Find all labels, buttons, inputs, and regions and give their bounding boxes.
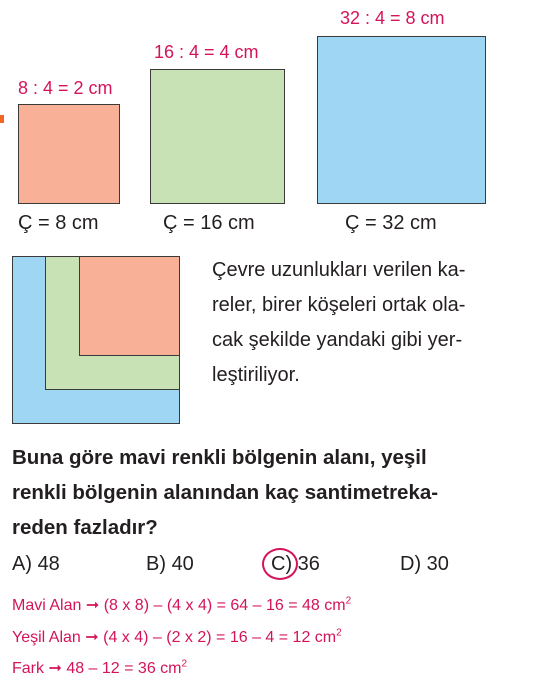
description-line: reler, birer köşeleri ortak ola- xyxy=(212,294,466,316)
unit-exponent: 2 xyxy=(336,627,342,639)
nested-orange-square xyxy=(79,256,180,356)
choice-value: 48 xyxy=(37,553,60,575)
unit-exponent: 2 xyxy=(181,658,188,670)
solution-expression: 48 – 12 = 36 cm xyxy=(66,660,182,677)
choice-c[interactable] xyxy=(271,553,320,576)
choice-a[interactable] xyxy=(12,553,60,576)
square-medium-side-label: 16 : 4 = 4 cm xyxy=(154,42,259,62)
square-medium-perimeter: Ç = 16 cm xyxy=(163,212,255,234)
arrow-icon: ➞ xyxy=(48,660,62,677)
solution-expression: (8 x 8) – (4 x 4) = 64 – 16 = 48 cm xyxy=(103,597,346,614)
solution-line-green xyxy=(12,627,342,647)
question-text xyxy=(12,440,524,545)
unit-exponent: 2 xyxy=(345,595,352,607)
square-small-perimeter: Ç = 8 cm xyxy=(18,212,99,234)
solution-line-blue xyxy=(12,595,351,615)
arrow-icon: ➞ xyxy=(85,597,100,614)
choice-letter: D) xyxy=(400,553,422,575)
choice-value: 40 xyxy=(171,553,194,575)
description-line: Çevre uzunlukları verilen ka- xyxy=(212,259,466,281)
square-large xyxy=(317,36,486,204)
question-line: reden fazladır? xyxy=(12,516,158,539)
description-line: leştiriliyor. xyxy=(212,364,300,386)
square-small-side-label: 8 : 4 = 2 cm xyxy=(18,78,113,98)
square-medium xyxy=(150,69,285,204)
choice-letter: A) xyxy=(12,553,32,575)
solution-line-difference xyxy=(12,658,187,678)
square-large-side-label: 32 : 4 = 8 cm xyxy=(340,8,445,28)
choice-letter: B) xyxy=(146,553,166,575)
choice-value: 36 xyxy=(297,553,320,575)
question-line: Buna göre mavi renkli bölgenin alanı, yeşil xyxy=(12,446,427,469)
choice-letter: C) xyxy=(271,553,293,575)
question-line: renkli bölgenin alanından kaç santimetreka- xyxy=(12,481,439,504)
square-small xyxy=(18,104,120,204)
edge-mark xyxy=(0,115,4,123)
description-line: cak şekilde yandaki gibi yer- xyxy=(212,329,463,351)
solution-expression: (4 x 4) – (2 x 2) = 16 – 4 = 12 cm xyxy=(103,629,337,646)
square-large-perimeter: Ç = 32 cm xyxy=(345,212,437,234)
description-paragraph xyxy=(212,253,524,393)
choice-d[interactable] xyxy=(400,553,449,576)
choice-b[interactable] xyxy=(146,553,194,576)
solution-label: Mavi Alan xyxy=(12,597,82,614)
solution-label: Fark xyxy=(12,660,44,677)
arrow-icon: ➞ xyxy=(85,629,99,646)
solution-label: Yeşil Alan xyxy=(12,629,81,646)
choice-value: 30 xyxy=(426,553,449,575)
